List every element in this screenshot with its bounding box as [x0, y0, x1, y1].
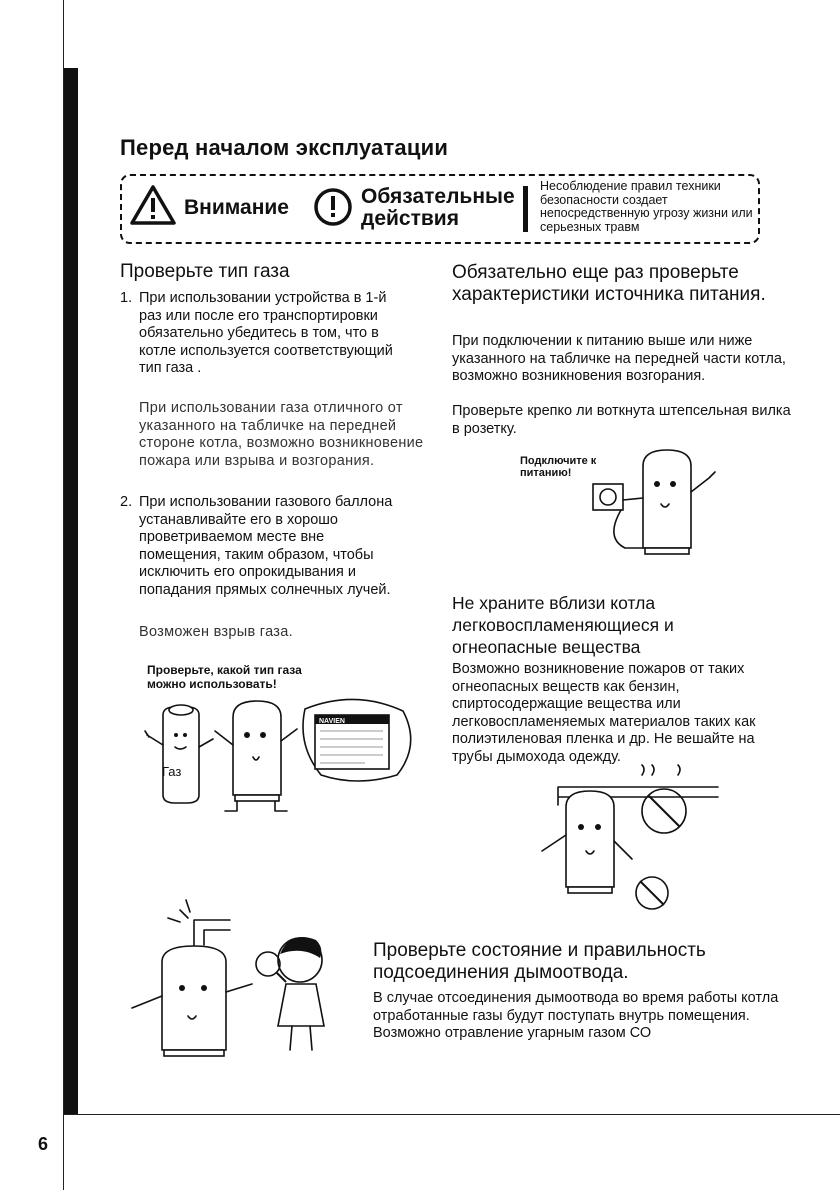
gas-item-2-note: Возможен взрыв газа.: [139, 624, 293, 640]
boiler-flammable-illustration: [528, 765, 728, 915]
plate-brand: NAVIEN: [319, 718, 345, 725]
legend-separator: [523, 186, 528, 232]
mandatory-action-icon: [313, 187, 353, 227]
gas-item-2-text: При использовании газового баллона устанавливайте его в хорошо проветриваемом месте вне помещения, таким образом, чтобы исключить его опрокидывания и попадания прямых солнечных лучей.: [139, 494, 393, 598]
boiler-flue-girl-illustration: [120, 900, 350, 1075]
page-number: 6: [38, 1134, 49, 1154]
side-bar: [64, 68, 78, 1115]
gas-item-1-number: 1.: [120, 290, 133, 306]
gas-item-1-text: При использовании устройства в 1-й раз или после его транспортировки обязательно убедитесь в том, что в котле используется соответствующий тип газа .: [139, 290, 393, 376]
power-section-heading: Обязательно еще раз проверьте характеристики источника питания.: [452, 262, 766, 305]
gas-section-heading: Проверьте тип газа: [120, 261, 290, 282]
warning-triangle-icon: [130, 184, 176, 226]
mandatory-label-2: действия: [361, 207, 459, 230]
warning-description: Несоблюдение правил техники безопасности создает непосредственную угрозу жизни или серьезных травм: [540, 179, 753, 234]
power-section-body: При подключении к питанию выше или ниже указанного на табличке на передней части котла, возможно возникновения возгорания.: [452, 333, 786, 384]
power-illustration-caption: Подключите к питанию!: [520, 455, 597, 479]
cylinder-label: Газ: [162, 764, 182, 779]
flammable-section-heading: Не храните вблизи котла легковоспламеняющиеся и огнеопасные вещества: [452, 593, 674, 657]
flue-section-heading: Проверьте состояние и правильность подсоединения дымоотвода.: [373, 940, 706, 983]
page-title: Перед началом эксплуатации: [120, 135, 449, 160]
gas-item-1-note: При использовании газа отличного от указанного на табличке на передней стороне котла, возможно возникновение пожара или взрыва и возгорания.: [139, 400, 424, 469]
mandatory-label-1: Обязательные: [361, 185, 515, 208]
footer-line: [64, 1114, 840, 1115]
flue-section-body: В случае отсоединения дымоотвода во время работы котла отработанные газы будут поступать внутрь помещения. Возможно отравление угарным газом СО: [373, 990, 779, 1041]
power-section-body-2: Проверьте крепко ли воткнута штепсельная вилка в розетку.: [452, 403, 791, 437]
gas-illustration-caption: Проверьте, какой тип газа можно использовать!: [147, 663, 302, 691]
attention-label: Внимание: [184, 196, 289, 219]
gas-item-2-number: 2.: [120, 494, 133, 510]
flammable-section-body: Возможно возникновение пожаров от таких огнеопасных веществ как бензин, спиртосодержащие вещества или легковоспламеняемых материалов таких как полиэтиленовая пленка и др. Не вешайте на трубы дымохода одежду.: [452, 661, 756, 765]
boiler-plug-illustration: [585, 448, 735, 568]
